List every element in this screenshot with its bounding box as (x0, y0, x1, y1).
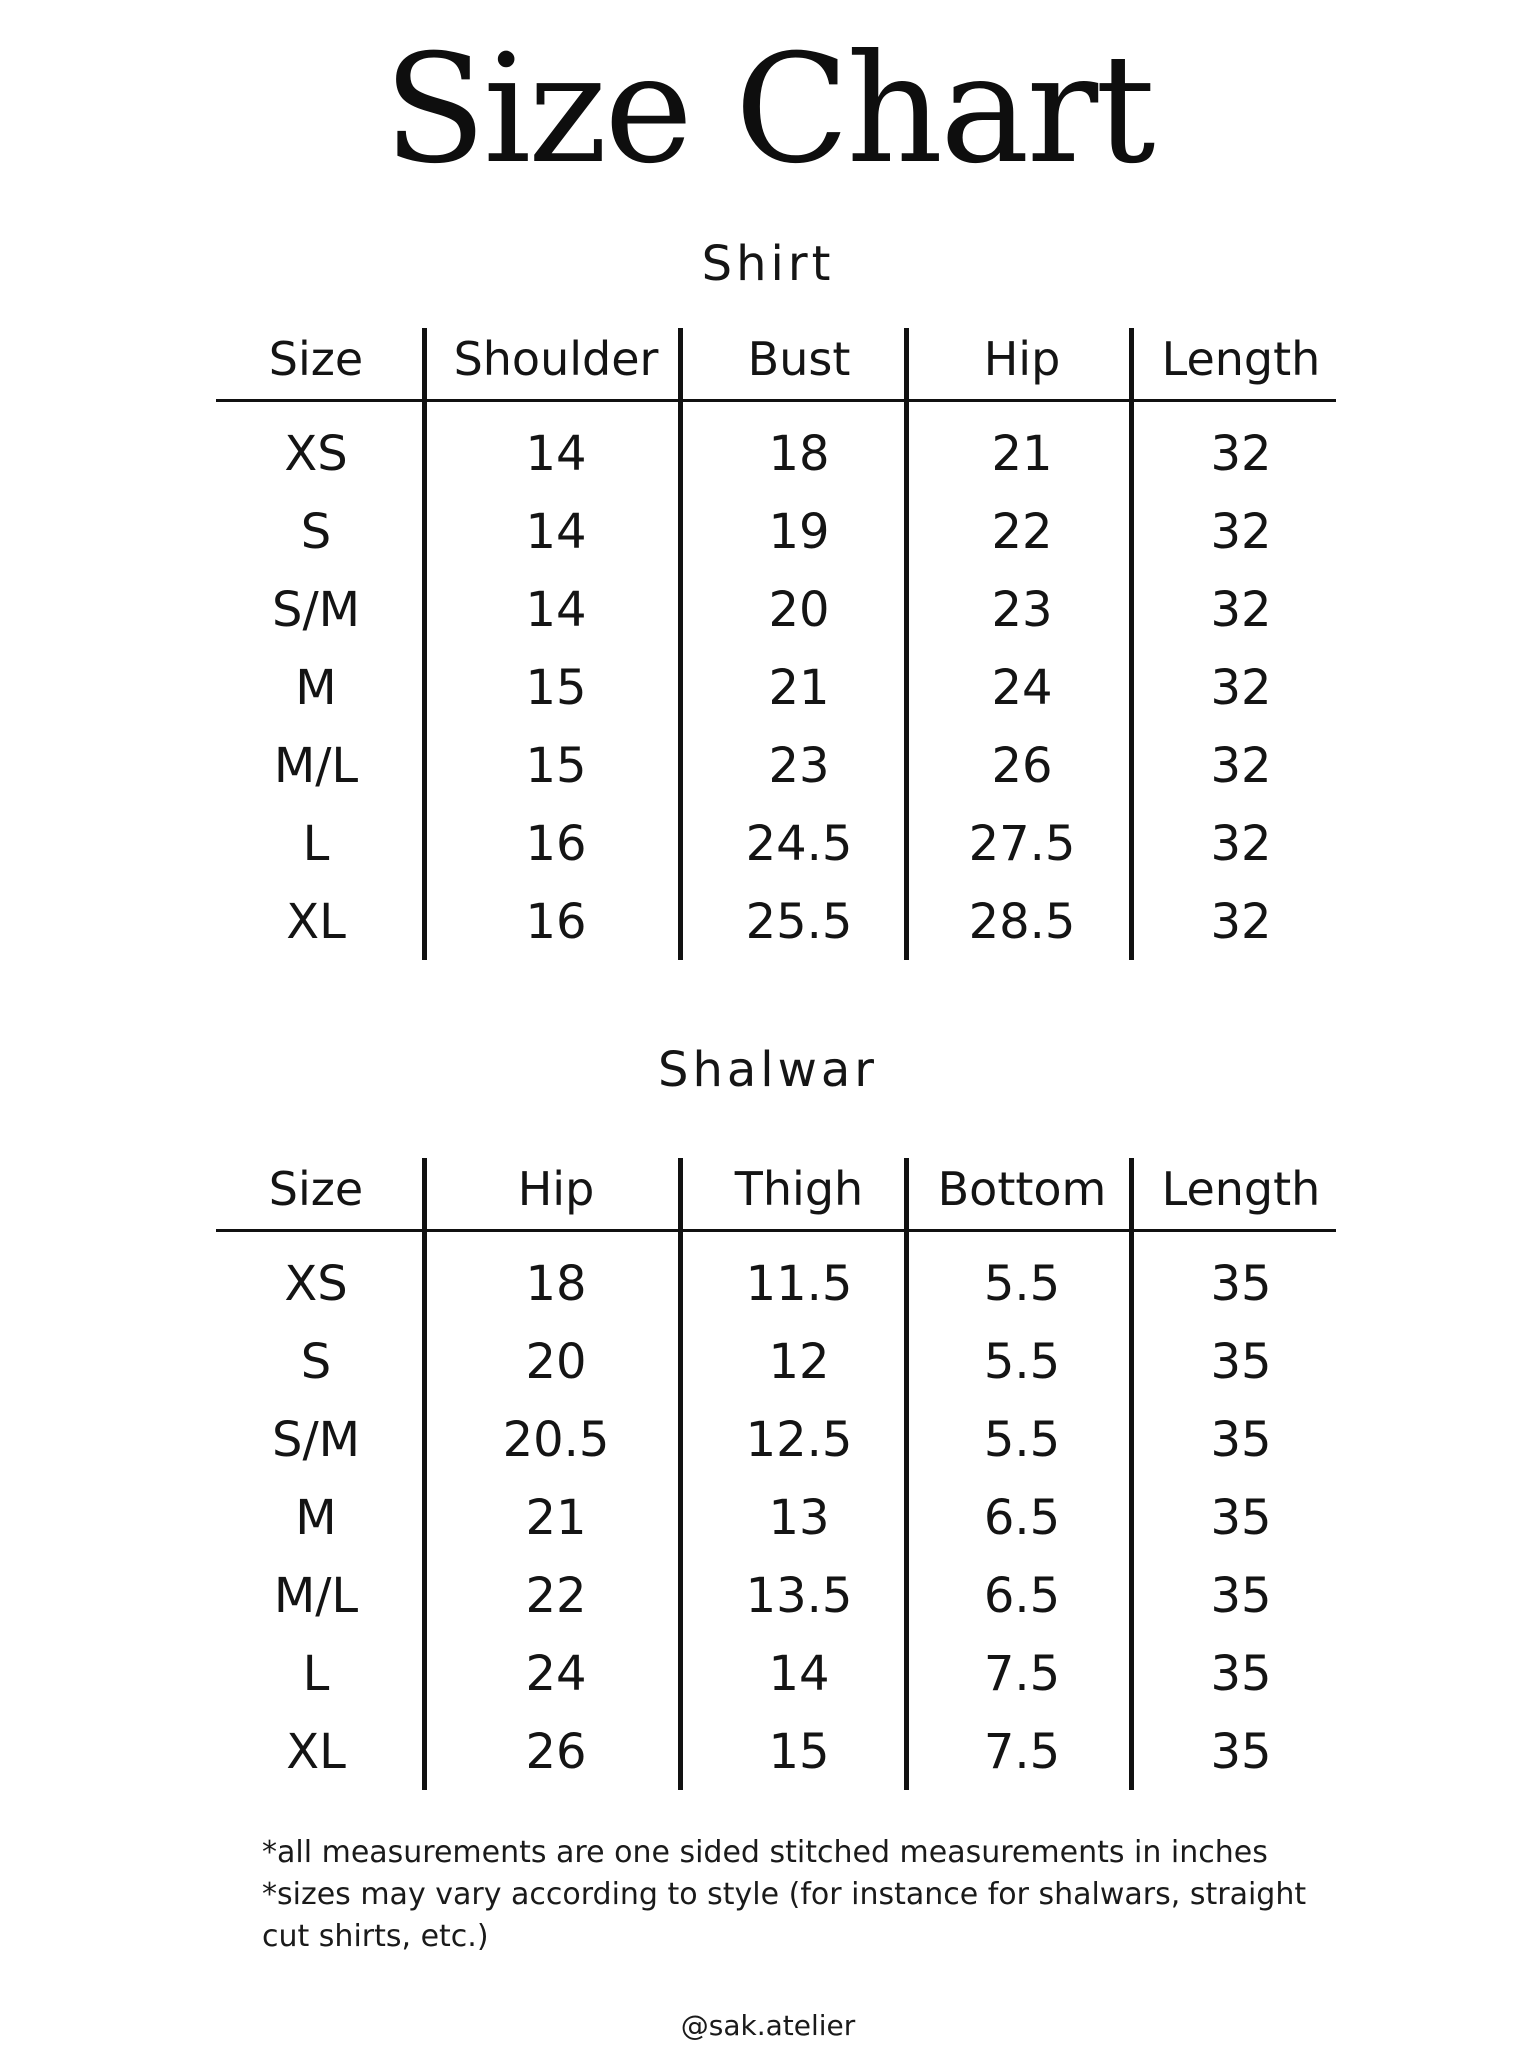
table-row (216, 571, 1336, 649)
table-cell: 21 (768, 660, 830, 716)
table-cell: 14 (525, 504, 587, 560)
table-cell: 6.5 (983, 1568, 1061, 1624)
table-cell: 12.5 (745, 1412, 853, 1468)
table-cell: 7.5 (983, 1724, 1061, 1780)
shirt-section-title: Shirt (701, 236, 835, 292)
table-cell: XS (284, 426, 348, 482)
table-cell: 15 (525, 660, 587, 716)
table-row (216, 649, 1336, 727)
column-header: Hip (983, 332, 1061, 386)
column-header: Bottom (937, 1162, 1107, 1216)
table-cell: 25.5 (745, 894, 853, 950)
table-cell: 35 (1210, 1646, 1272, 1702)
table-row (216, 1245, 1336, 1323)
table-cell: 22 (991, 504, 1053, 560)
table-cell: 6.5 (983, 1490, 1061, 1546)
table-cell: XS (284, 1256, 348, 1312)
table-cell: 32 (1210, 738, 1272, 794)
table-cell: 32 (1210, 426, 1272, 482)
table-cell: 19 (768, 504, 830, 560)
table-cell: 14 (525, 426, 587, 482)
column-divider-line (904, 328, 909, 960)
page-title: Size Chart (383, 23, 1153, 197)
table-row (216, 1635, 1336, 1713)
table-cell: 20 (768, 582, 830, 638)
table-header-row (216, 320, 1336, 398)
table-cell: 23 (991, 582, 1053, 638)
table-cell: 35 (1210, 1490, 1272, 1546)
table-row (216, 1401, 1336, 1479)
table-cell: 18 (525, 1256, 587, 1312)
table-cell: 5.5 (983, 1334, 1061, 1390)
table-cell: XL (286, 894, 346, 950)
table-row (216, 883, 1336, 961)
table-cell: 15 (525, 738, 587, 794)
table-cell: 32 (1210, 582, 1272, 638)
table-cell: 24 (991, 660, 1053, 716)
table-cell: 35 (1210, 1334, 1272, 1390)
column-header: Size (268, 332, 364, 386)
table-cell: S/M (271, 582, 361, 638)
table-cell: 22 (525, 1568, 587, 1624)
table-cell: 32 (1210, 660, 1272, 716)
table-cell: 5.5 (983, 1412, 1061, 1468)
table-cell: 11.5 (745, 1256, 853, 1312)
table-cell: 24.5 (745, 816, 853, 872)
table-cell: 26 (525, 1724, 587, 1780)
column-divider-line (904, 1158, 909, 1790)
table-cell: 14 (768, 1646, 830, 1702)
column-header: Hip (517, 1162, 595, 1216)
table-cell: 21 (991, 426, 1053, 482)
table-cell: M (295, 1490, 337, 1546)
table-cell: 13 (768, 1490, 830, 1546)
table-cell: 35 (1210, 1724, 1272, 1780)
column-divider-line (678, 1158, 683, 1790)
table-cell: 24 (525, 1646, 587, 1702)
table-cell: 20 (525, 1334, 587, 1390)
shirt-size-table (216, 320, 1336, 960)
column-header: Length (1161, 332, 1321, 386)
table-row (216, 1557, 1336, 1635)
column-divider-line (422, 1158, 427, 1790)
measurement-notes (262, 1832, 1362, 1958)
table-cell: S (300, 504, 332, 560)
table-row (216, 727, 1336, 805)
table-cell: 32 (1210, 894, 1272, 950)
table-cell: 15 (768, 1724, 830, 1780)
table-row (216, 1479, 1336, 1557)
table-row (216, 805, 1336, 883)
table-cell: 26 (991, 738, 1053, 794)
note-style-variance: *sizes may vary according to style (for instance for shalwars, straight cut shirts, etc.) (262, 1877, 1307, 1954)
table-cell: 16 (525, 894, 587, 950)
table-cell: 32 (1210, 504, 1272, 560)
table-cell: 23 (768, 738, 830, 794)
column-divider-line (422, 328, 427, 960)
table-cell: 32 (1210, 816, 1272, 872)
table-header-row (216, 1150, 1336, 1228)
table-cell: XL (286, 1724, 346, 1780)
table-cell: 7.5 (983, 1646, 1061, 1702)
table-cell: 13.5 (745, 1568, 853, 1624)
table-cell: 20.5 (502, 1412, 610, 1468)
table-cell: 35 (1210, 1256, 1272, 1312)
table-row (216, 1713, 1336, 1791)
column-header: Thigh (734, 1162, 864, 1216)
table-cell: 14 (525, 582, 587, 638)
table-cell: M (295, 660, 337, 716)
column-divider-line (1129, 328, 1134, 960)
table-cell: 35 (1210, 1568, 1272, 1624)
table-cell: S/M (271, 1412, 361, 1468)
column-header: Length (1161, 1162, 1321, 1216)
column-header: Size (268, 1162, 364, 1216)
column-divider-line (678, 328, 683, 960)
table-cell: L (302, 816, 330, 872)
table-cell: 18 (768, 426, 830, 482)
column-divider-line (1129, 1158, 1134, 1790)
table-cell: 35 (1210, 1412, 1272, 1468)
table-cell: M/L (273, 738, 359, 794)
table-cell: M/L (273, 1568, 359, 1624)
table-row (216, 415, 1336, 493)
table-cell: 5.5 (983, 1256, 1061, 1312)
table-cell: L (302, 1646, 330, 1702)
header-divider-line (216, 1229, 1336, 1232)
header-divider-line (216, 399, 1336, 402)
column-header: Shoulder (453, 332, 659, 386)
shalwar-section-title: Shalwar (657, 1042, 879, 1098)
table-cell: 21 (525, 1490, 587, 1546)
table-row (216, 493, 1336, 571)
note-measurements: *all measurements are one sided stitched measurements in inches (262, 1835, 1268, 1870)
table-cell: 28.5 (968, 894, 1076, 950)
table-cell: 27.5 (968, 816, 1076, 872)
column-header: Bust (747, 332, 851, 386)
table-row (216, 1323, 1336, 1401)
table-cell: 12 (768, 1334, 830, 1390)
brand-handle: @sak.atelier (680, 2009, 856, 2042)
table-cell: 16 (525, 816, 587, 872)
table-cell: S (300, 1334, 332, 1390)
shalwar-size-table (216, 1150, 1336, 1790)
